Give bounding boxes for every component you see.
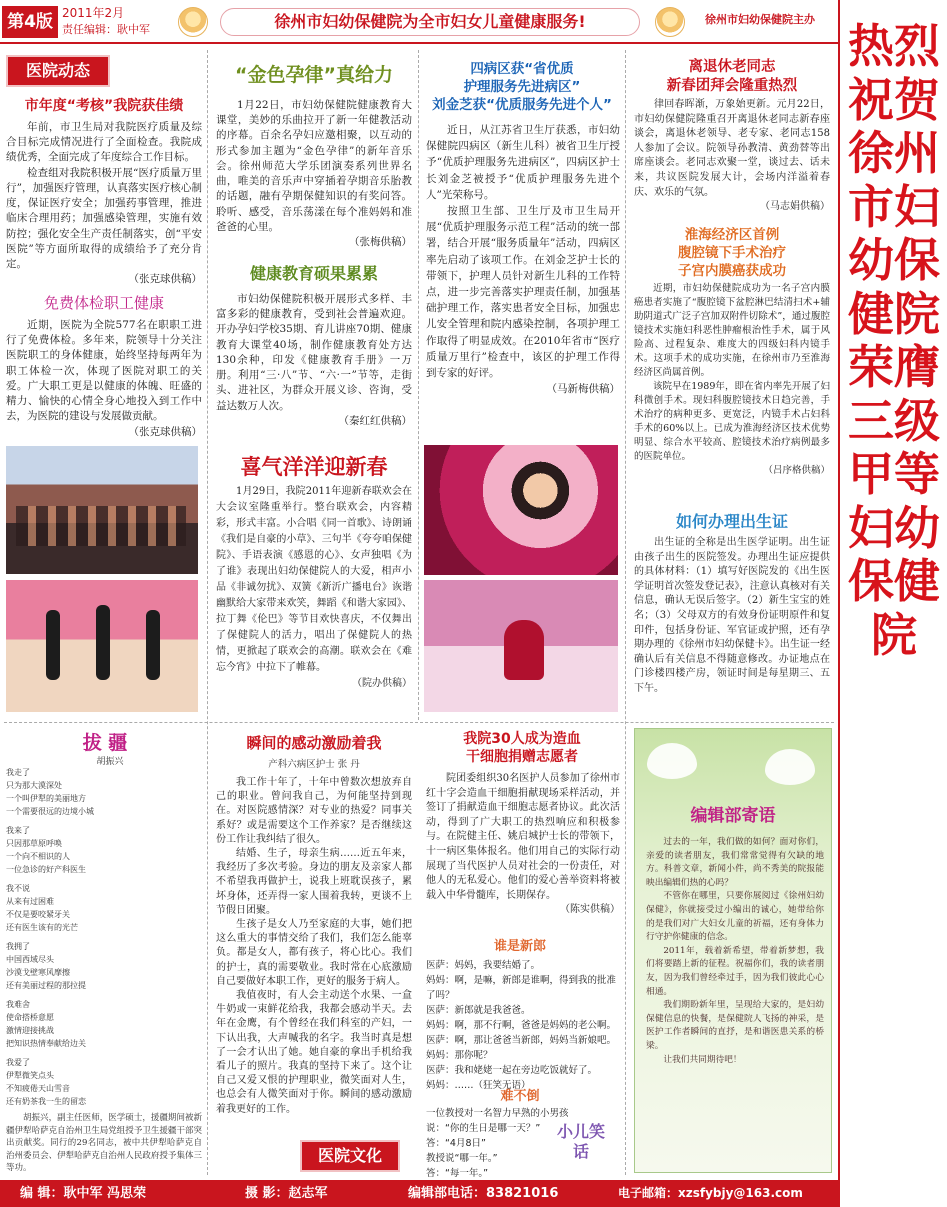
article-credit: （张梅供稿） (349, 235, 412, 248)
column-divider (625, 50, 626, 1175)
poem-line: 一个叫伊犁的美丽地方 (6, 794, 86, 803)
poem-line: 还有医生该有的光芒 (6, 923, 78, 932)
angel-icon (178, 7, 208, 37)
article-paragraph: 我值夜时，有人会主动送个水果、一盒牛奶或一束鲜花给我，我都会感动半天。去年在金鹰，有个曾经在我们科室的产妇，一下认出我，大声喊我的名字。我当时真是想了一会才认出了她。她自豪的拿出手机给我看儿子的照片。我真的坚持下来了。这个让自己又爱又恨的护理职业，微笑面对人生，也总会有人微笑面对于你。瞬间的感动激励着我更好的工作。 (216, 990, 412, 1115)
poem-line: 伊犁微笑点头 (6, 1071, 54, 1080)
article-credit: （秦红红供稿） (338, 414, 412, 427)
article-title-quality-nursing (422, 60, 622, 114)
editors-message-body (646, 836, 824, 1067)
poem-line: 一个向不相识的人 (6, 852, 70, 861)
poem-line: 还有美丽过程的那拉提 (6, 981, 86, 990)
poem-line: 从来有过困难 (6, 897, 54, 906)
article-credit: （吕序格供稿） (763, 465, 830, 476)
article-title-laparoscopic-surgery (630, 226, 834, 280)
kids-jokes-stamp: 小儿笑话 (556, 1122, 605, 1161)
article-health-education (216, 292, 412, 429)
poem-line: 不知疲倦天山雪音 (6, 1084, 70, 1093)
poem-author: 胡振兴 (96, 757, 124, 767)
poem-line: 把知识热情奉献给边关 (6, 1039, 86, 1048)
section-label-hospital-culture: 医院文化 (300, 1140, 400, 1172)
editors-message-title: 编辑部寄语 (690, 806, 776, 826)
footer-editors: 编 辑：耿中军 冯思荣 (20, 1186, 147, 1201)
article-quality-nursing (426, 122, 620, 397)
article-title-birth-certificate: 如何办理出生证 (675, 512, 788, 531)
article-paragraph: 过去的一年，我们做的如何？面对你们，亲爱的读者朋友，我们常常觉得有欠缺的地方。科普文章，新闻小件，尚不秀美的院报能映出编辑们热的心吗？ (646, 837, 824, 888)
photo-detail (504, 620, 544, 680)
article-credit: （陈实供稿） (560, 904, 620, 916)
poem-body (6, 766, 202, 1108)
article-free-checkup (6, 318, 202, 440)
article-laparoscopic-surgery (634, 282, 830, 478)
row-divider (4, 722, 834, 723)
dialog-line: 医萨：啊，那让爸爸当新郎，妈妈当新娘吧。 (426, 1035, 617, 1046)
poem-author-note: 胡振兴，副主任医师，医学硕士，援疆期间被新疆伊犁哈萨克自治州卫生局党组授予卫生援疆干部突出贡献奖。同行的29名同志，被中共伊犁哈萨克自治州委员会、伊犁哈萨克自治州人民政府授予集体三等功。 (6, 1113, 202, 1173)
poem-line: 我走了 (6, 768, 30, 777)
joke-title-not-stumped: 难不倒 (500, 1089, 540, 1104)
title-line: 护理服务先进病区” (463, 79, 581, 95)
title-line: 我院30人成为造血 (463, 731, 581, 747)
article-paragraph: 1月22日，市妇幼保健院健康教育大课堂，美妙的乐曲拉开了新一年健教活动的序幕。百余名孕妇应邀相聚，以互动的形式参加主题为“金色孕律”的新年音乐会。徐州师范大学乐团演奏系列世界名曲，唯美的音乐声中穿插着孕期音乐胎教的话题，融有孕期保健知识的有奖问答。聆听、感受，音乐荡漾在每个准妈妈和准爸爸的心里。 (216, 99, 412, 233)
title-line: 刘金芝获“优质服务先进个人” (432, 97, 612, 113)
dialog-line: 医萨：妈妈，我要结婚了。 (426, 960, 541, 971)
banner-congratulation-text: 热烈祝贺徐州市妇幼保健院荣膺三级甲等妇幼保健院 (848, 19, 940, 662)
poem-line: 一个需要很远的边境小城 (6, 807, 94, 816)
article-paragraph: 我们期盼新年里，呈现给大家的，是妇幼保健信息的快餐，是保健院人飞扬的神采，是医护工作者瞬间的直抒，是和谐医患关系的桥梁。 (646, 1000, 824, 1051)
header-slogan: 徐州市妇幼保健院为全市妇女儿童健康服务! (220, 8, 640, 36)
article-credit: （马志娟供稿） (760, 201, 830, 213)
issue-date: 2011年2月 (62, 6, 125, 20)
article-paragraph: 近期，医院为全院577名在职职工进行了免费体检。多年来，院领导十分关注医院职工的身体健康，始终坚持每两年为职工体检一次，体现了医院对职工的关爱。广大职工更是以健康的体魄、旺盛的精力、愉快的心情全身心地投入到工作中去，为医院的建设与发展做贡献。 (6, 319, 202, 423)
photo-detail (16, 506, 186, 546)
article-credit: （院办供稿） (352, 678, 412, 689)
title-line: 子宫内膜癌获成功 (678, 263, 786, 279)
article-paragraph: 院团委组织30名医护人员参加了徐州市红十字会造血干细胞捐献现场采样活动，并签订了捐献造血干细胞志愿者协议。此次活动，得到了广大职工的热烈响应和积极参与。在院健主任、姚启城护士长的带领下，十一病区集体报名。他们用自己的实际行动展现了当代医护人员对社会的一份责任，对他人的无私爱心。他们的爱心善举资料将被载入中华骨髓库，长期保存。 (426, 773, 620, 901)
article-title-stem-cell-donors (422, 730, 622, 766)
joke-title-groom: 谁是新郎 (493, 939, 546, 954)
poem-line: 使命搭桥意愿 (6, 1013, 54, 1022)
dove-icon (647, 743, 697, 779)
poem-line: 只因那草原呼唤 (6, 839, 62, 848)
title-line: 四病区获“省优质 (470, 61, 574, 77)
dialog-line: 妈妈：那你呢？ (426, 1050, 493, 1061)
poem-line: 还有奶茶我一生的留恋 (6, 1097, 86, 1106)
title-line: 新春团拜会隆重热烈 (666, 78, 798, 94)
photo-stage-performance (424, 580, 618, 712)
article-paragraph: 1月29日，我院2011年迎新春联欢会在大会议室隆重举行。整台联欢会，内容精彩，形式丰富。小合唱《同一首歌》、诗朗诵《我们是自豪的小草》、三句半《夸夸咱保健院》、手语表演《感恩的心》、女声独唱《为了谁》表现出妇幼保健院人的大爱，相声小品《非诚勿扰》、双簧《新沂广播电台》诙谐幽默给大家带来欢笑，舞蹈《和谐大家园》、拉丁舞《伦巴》等节目欢快喜庆，不仅舞出了保健院人的活力，唱出了保健院人的热情，更掀起了联欢会的高潮。联欢会在《难忘今宵》中拉下了帷幕。 (216, 486, 412, 673)
article-title-retiree-gathering (630, 58, 834, 96)
article-spring-festival (216, 484, 412, 692)
column-divider (418, 50, 419, 720)
article-paragraph: 让我们共同期待吧！ (663, 1054, 742, 1065)
header-sponsor: 徐州市妇幼保健院主办 (705, 13, 815, 26)
article-title-spring-festival: 喜气洋洋迎新春 (240, 455, 388, 479)
article-credit: （张克球供稿） (128, 273, 202, 286)
poem-line: 只为那大漠深处 (6, 781, 62, 790)
photo-dance-performance (6, 580, 198, 712)
photo-detail (46, 610, 60, 680)
article-title-free-checkup: 免费体检职工健康 (43, 294, 164, 312)
title-line: 干细胞捐赠志愿者 (466, 749, 578, 765)
article-credit: （张克球供稿） (128, 425, 202, 438)
article-annual-assessment (6, 120, 202, 287)
dialog-line: 医萨：我和姥姥一起在旁边吃饭就好了。 (426, 1065, 598, 1076)
photo-detail (146, 610, 160, 680)
dove-icon (765, 749, 815, 785)
article-paragraph: 出生证的全称是出生医学证明。出生证由孩子出生的医院签发。办理出生证应提供的具体材料：（1）填写好医院发的《出生医学证明首次签发登记表》，注意认真核对有关信息，确认无误后签字。（2）新生宝宝的姓名；（3）父母双方的有效身份证明原件和复印件，包括身份证、军官证或护照，还有孕期办理的《徐州市妇幼保健卡》。出生证一经确认后有关信息不得随意修改。办证地点在门诊楼四楼产房，领证时间是每星期三、五下午。 (634, 537, 830, 694)
footer-email: 电子邮箱：xzsfybjy@163.com (618, 1186, 803, 1200)
dialog-line: 答：“每一年。” (426, 1168, 489, 1179)
title-line: 淮海经济区首例 (684, 227, 780, 243)
article-credit: （马新梅供稿） (546, 383, 620, 396)
article-paragraph: 结婚、生子，母亲生病……近五年来，我经历了多次考验。身边的朋友及亲家人都不希望我再做护士，说我上班耽误孩子，累坏身体，还弄得一家人围着我转，更谈不上节假日团聚。 (216, 848, 412, 916)
responsible-editor: 责任编辑：耿中军 (62, 23, 150, 36)
section-label-hospital-news: 医院动态 (6, 55, 110, 87)
column-divider (207, 50, 208, 1175)
article-paragraph: 该院早在1989年，即在省内率先开展了妇科微创手术。现妇科腹腔镜技术日趋完善，手术治疗的病种更多、更宽泛，内镜手术占妇科手术的60%以上。已成为淮海经济区技术优势明显、综合水平较高、腔镜技术治疗病例最多的医院单位。 (634, 381, 830, 462)
poem-line: 不仅是要咬紧牙关 (6, 910, 70, 919)
photo-detail (96, 605, 110, 680)
article-retiree-gathering (634, 98, 830, 215)
title-line: 离退休老同志 (688, 59, 776, 75)
dialog-line: 教授说“哪一年。” (426, 1153, 498, 1164)
poem-line: 我爱了 (6, 1058, 30, 1067)
poem-line: 沙漠戈壁寒风摩擦 (6, 968, 70, 977)
article-title-health-education: 健康教育硕果累累 (249, 264, 378, 283)
article-title-moment-of-touch: 瞬间的感动激励着我 (246, 734, 382, 752)
angel-icon (655, 7, 685, 37)
article-title-annual-assessment: 市年度“考核”我院获佳绩 (24, 98, 184, 114)
dialog-line: 一位教授对一名智力早熟的小男孩说：“你的生日是哪一天？” (426, 1108, 569, 1134)
article-birth-certificate (634, 536, 830, 697)
article-paragraph: 年前，市卫生局对我院医疗质量及综合目标完成情况进行了全面检查。我院成绩优秀，全面完成了年度综合工作目标。 (6, 121, 202, 164)
photo-audience (6, 446, 198, 574)
footer-phone: 编辑部电话：83821016 (408, 1186, 559, 1201)
dialog-line: 妈妈：……（狂笑无语） (426, 1080, 531, 1091)
photo-singer (424, 445, 618, 575)
article-paragraph: 生孩子是女人乃至家庭的大事，她们把这么重大的事情交给了我们，我们怎么能辜负。都是女人，都有孩子，将心比心。我们的护士，真的需要敬业。我时常在心底激励自己要做好本职工作，更好的服务于病人。 (216, 919, 412, 987)
poem-title: 拔 疆 (82, 732, 128, 754)
article-paragraph: 市妇幼保健院积极开展形式多样、丰富多彩的健康教育，受到社会普遍欢迎。开办孕妇学校35期、育儿讲座70期、健康教育大课堂40场，制作健康教育处方达130余种，印发《健康教育手册》一万册。利用“三·八”节、“六·一”节等，走街头、进社区，为群众开展义诊、咨询，受益达数万人次。 (216, 293, 412, 412)
page-number-badge: 第4版 (2, 6, 58, 38)
poem-line: 我难舍 (6, 1000, 30, 1009)
poem-line: 中国西域尽头 (6, 955, 54, 964)
poem-line: 我不说 (6, 884, 30, 893)
poem-line: 激情迎接挑战 (6, 1026, 54, 1035)
article-title-golden-melody: “金色孕律”真给力 (235, 64, 393, 86)
article-stem-cell-donors (426, 772, 620, 918)
dialog-line: 妈妈：啊，那不行啊，爸爸是妈妈的老公啊。 (426, 1020, 617, 1031)
joke-groom-dialog (426, 958, 622, 1093)
article-paragraph: 不管你在哪里，只要你展阅过《徐州妇幼保健》，你就接受过小编出的诚心，她带给你的是我们对广大妇女儿童的祈福，还有身体力行守护你健康的信念。 (646, 891, 824, 943)
article-paragraph: 我工作十年了，十年中曾数次想放弃自己的职业。曾问我自己，为何能坚持到现在。对医院感情深？对专业的热爱？同事关系好？或是需要这个工作养家？是否继续这份工作让我纠结了很久。 (216, 777, 412, 845)
poem-line: 我拥了 (6, 942, 30, 951)
article-paragraph: 按照卫生部、卫生厅及市卫生局开展“优质护理服务示范工程”活动的统一部署，结合开展“服务质量年”活动，四病区率先启动了该项工作。在刘金芝护士长的带领下，护理人员针对新生儿科的工作特点，进一步完善落实护理责任制，加强基础护理工作，落实患者安全目标，加强忠儿安全管理和院内感染控制，各项护理工作取得了明显成效。在2010年省市“医疗质量万里行”检查中，该区的护理工作得到专家的好评。 (426, 205, 620, 380)
article-moment-of-touch (216, 776, 412, 1117)
article-paragraph: 近期，市妇幼保健院成功为一名子宫内膜癌患者实施了“腹腔镜下盆腔淋巴结清扫术+辅助阴道式广泛子宫加双附件切除术”，通过腹腔镜技术实施妇科恶性肿瘤根治性手术，属于风险高、过程复杂、难度大的四级妇科内镜手术。这项手术的成功实施，在徐州市乃至淮海经济区尚属首例。 (634, 283, 830, 378)
article-golden-melody (216, 98, 412, 250)
dialog-line: 医萨：新郎就是我爸爸。 (426, 1005, 531, 1016)
article-byline: 产科六病区护士 张 丹 (268, 759, 360, 770)
article-paragraph: 检查组对我院积极开展“医疗质量万里行”，加强医疗管理，认真落实医疗核心制度，保证医疗安全；加强药事管理，推进临床合理用药；加强感染管理，实施有效防控；强化安全生产责任制落实，创“平安医院”等方面所取得的成绩给予了充分肯定。 (6, 166, 202, 270)
footer-photographer: 摄 影：赵志军 (245, 1186, 328, 1201)
page-footer (0, 1180, 838, 1207)
title-line: 腹腔镜下手术治疗 (678, 245, 786, 261)
dialog-line: 妈妈：啊，是嘛，新郎是谁啊，得到我的批准了吗？ (426, 975, 617, 1001)
article-paragraph: 律回春晖渐，万象始更新。元月22日，市妇幼保健院隆重召开离退休老同志新春座谈会，离退休老领导、老专家、老同志158人参加了会议。院领导孙教清、黄劲替等出席座谈会。老同志欢聚一堂，谈过去、话未来，共议医院发展大计，会场内洋溢着春庆、欢乐的气氛。 (634, 99, 830, 198)
poem-line: 一位急诊的好产科医生 (6, 865, 86, 874)
poem-line: 我来了 (6, 826, 30, 835)
dialog-line: 答：“4月8日” (426, 1138, 486, 1149)
article-paragraph: 2011年，载着新希望，带着新梦想，我们将要踏上新的征程。祝福你们，我的读者朋友，因为我们曾经牵过手，因为我们彼此心心相通。 (646, 945, 824, 997)
article-paragraph: 近日，从江苏省卫生厅获悉，市妇幼保健院四病区（新生儿科）被省卫生厅授予“优质护理服务先进病区”，四病区护士长刘金芝被授予“优质护理服务先进个人”光荣称号。 (426, 124, 620, 201)
